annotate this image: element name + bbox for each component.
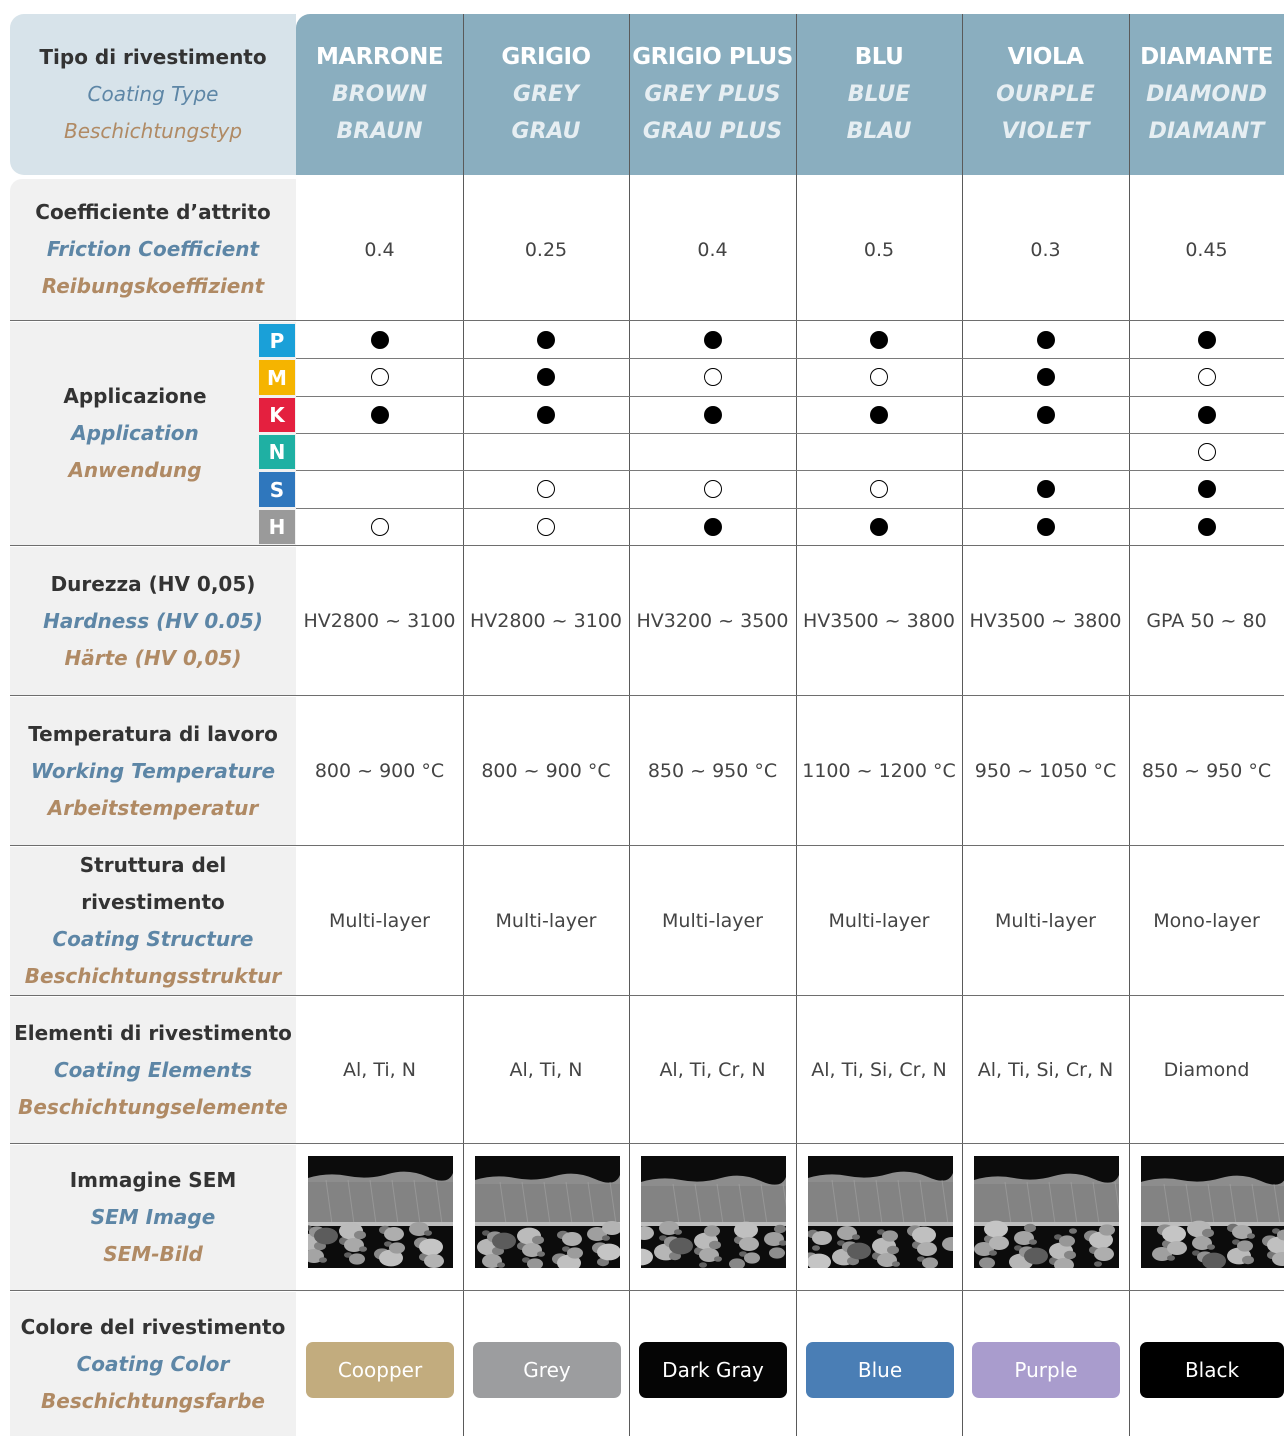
filled-circle-icon	[1037, 518, 1055, 536]
sem-image-label-en: SEM Image	[90, 1205, 216, 1229]
column-name-en: GREY PLUS	[644, 82, 781, 107]
filled-circle-icon	[537, 331, 555, 349]
application-cell	[962, 396, 1129, 433]
filled-circle-icon	[1037, 368, 1055, 386]
coating-structure-label-en: Coating Structure	[52, 927, 254, 951]
application-cell	[1129, 396, 1284, 433]
friction-coefficient-label-de: Reibungskoeffizient	[41, 274, 265, 298]
application-label	[10, 322, 296, 545]
working-temperature-label-it: Temperatura di lavoro	[28, 721, 278, 746]
application-cell	[796, 322, 962, 358]
sem-image	[475, 1156, 620, 1268]
hardness-value: HV3500 ~ 3800	[969, 610, 1122, 632]
empty-circle-icon	[371, 368, 389, 386]
application-subrow-divider	[296, 508, 1284, 509]
empty-circle-icon	[870, 368, 888, 386]
application-cell	[796, 396, 962, 433]
coating-color-swatch: Black	[1140, 1342, 1284, 1398]
sem-image-label-de: SEM-Bild	[103, 1242, 203, 1266]
column-header	[1129, 14, 1284, 175]
empty-circle-icon	[704, 368, 722, 386]
application-cell	[463, 508, 629, 545]
hardness-value: HV2800 ~ 3100	[470, 610, 622, 632]
application-cell	[1129, 433, 1284, 470]
sem-micrograph-graphic	[1141, 1156, 1284, 1268]
row-divider	[10, 845, 1284, 846]
temperature-value: 850 ~ 950 °C	[647, 760, 778, 782]
column-divider	[1129, 14, 1130, 1436]
filled-circle-icon	[1198, 518, 1216, 536]
application-label-it: Applicazione	[63, 384, 207, 408]
coating-color-label-en: Coating Color	[76, 1351, 230, 1376]
row-divider	[10, 320, 1284, 321]
coating-color-label-de: Beschichtungsfarbe	[41, 1388, 265, 1413]
application-cell	[463, 358, 629, 396]
structure-value: Multi-layer	[662, 910, 763, 932]
hardness-value: HV3200 ~ 3500	[636, 610, 789, 632]
application-cell	[296, 358, 463, 396]
coating-type-label-it: Tipo di rivestimento	[39, 45, 267, 69]
filled-circle-icon	[704, 331, 722, 349]
elements-value: Al, Ti, N	[343, 1059, 416, 1081]
column-name-de: DIAMANT	[1148, 119, 1265, 144]
filled-circle-icon	[371, 406, 389, 424]
empty-circle-icon	[1198, 443, 1216, 461]
hardness-label-it: Durezza (HV 0,05)	[50, 571, 256, 596]
application-cell	[629, 322, 796, 358]
application-subrow-divider	[296, 358, 1284, 359]
coating-structure-label-it: Struttura del rivestimento	[79, 853, 227, 914]
application-cell	[463, 396, 629, 433]
elements-value: Al, Ti, Cr, N	[659, 1059, 766, 1081]
coating-elements-label	[10, 997, 296, 1143]
hardness-label-en: Hardness (HV 0.05)	[43, 608, 263, 633]
empty-circle-icon	[537, 480, 555, 498]
column-name-it: VIOLA	[1007, 44, 1084, 70]
temperature-value: 1100 ~ 1200 °C	[802, 760, 956, 782]
elements-value: Al, Ti, Si, Cr, N	[977, 1059, 1114, 1081]
column-name-de: VIOLET	[1001, 119, 1090, 144]
application-cell	[796, 358, 962, 396]
application-label-en: Application	[71, 421, 199, 445]
structure-value: Multi-layer	[329, 910, 430, 932]
friction-value: 0.25	[524, 238, 568, 261]
row-divider	[10, 1290, 1284, 1291]
column-divider	[463, 14, 464, 1436]
material-badge-k: K	[259, 398, 295, 432]
filled-circle-icon	[371, 331, 389, 349]
application-cell	[629, 470, 796, 508]
elements-value: Diamond	[1163, 1059, 1250, 1081]
material-badge-s: S	[259, 472, 295, 507]
coating-color-swatch: Coopper	[306, 1342, 454, 1398]
filled-circle-icon	[1198, 406, 1216, 424]
empty-circle-icon	[537, 518, 555, 536]
column-name-en: BLUE	[847, 82, 911, 107]
column-header	[463, 14, 629, 175]
header-corner-label	[10, 14, 296, 175]
working-temperature-label	[10, 697, 296, 845]
structure-value: Mono-layer	[1153, 910, 1260, 932]
temperature-value: 950 ~ 1050 °C	[974, 760, 1117, 782]
column-name-it: BLU	[854, 44, 904, 70]
filled-circle-icon	[537, 406, 555, 424]
structure-value: Multi-layer	[828, 910, 930, 932]
row-divider	[10, 995, 1284, 996]
working-temperature-label-en: Working Temperature	[30, 758, 276, 783]
application-cell	[1129, 358, 1284, 396]
coating-structure-label	[10, 847, 296, 995]
row-divider	[10, 545, 1284, 546]
sem-micrograph-graphic	[475, 1156, 620, 1268]
column-name-it: GRIGIO	[501, 44, 591, 70]
friction-value: 0.45	[1185, 238, 1228, 261]
column-name-en: GREY	[513, 82, 579, 107]
friction-value: 0.3	[1030, 238, 1061, 261]
empty-circle-icon	[704, 480, 722, 498]
material-badge-m: M	[259, 360, 295, 395]
column-name-de: BRAUN	[336, 119, 423, 144]
column-header	[296, 14, 463, 175]
column-divider	[796, 14, 797, 1436]
column-header	[962, 14, 1129, 175]
coating-type-label-de: Beschichtungstyp	[63, 119, 243, 143]
coating-color-swatch: Grey	[473, 1342, 621, 1398]
material-badge-h: H	[259, 510, 295, 544]
filled-circle-icon	[1037, 480, 1055, 498]
material-badge-n: N	[259, 435, 295, 469]
sem-image	[808, 1156, 953, 1268]
application-cell	[962, 358, 1129, 396]
sem-micrograph-graphic	[641, 1156, 786, 1268]
application-cell	[296, 508, 463, 545]
coating-color-label	[10, 1292, 296, 1436]
application-cell	[1129, 508, 1284, 545]
filled-circle-icon	[1198, 331, 1216, 349]
elements-value: Al, Ti, N	[509, 1059, 583, 1081]
coating-color-label-it: Colore del rivestimento	[20, 1314, 286, 1339]
sem-micrograph-graphic	[808, 1156, 953, 1268]
column-divider	[962, 14, 963, 1436]
application-subrow-divider	[296, 433, 1284, 434]
friction-value: 0.4	[697, 238, 728, 261]
coating-type-label-en: Coating Type	[87, 82, 219, 106]
structure-value: Multi-layer	[995, 910, 1096, 932]
coating-elements-label-it: Elementi di rivestimento	[14, 1020, 292, 1045]
coating-color-swatch: Blue	[806, 1342, 954, 1398]
coating-color-swatch: Purple	[972, 1342, 1120, 1398]
application-cell	[962, 322, 1129, 358]
application-cell	[629, 508, 796, 545]
filled-circle-icon	[1037, 331, 1055, 349]
filled-circle-icon	[1198, 480, 1216, 498]
hardness-value: HV3500 ~ 3800	[803, 610, 955, 632]
application-label-de: Anwendung	[68, 458, 202, 482]
row-divider	[10, 695, 1284, 696]
application-cell	[629, 358, 796, 396]
application-cell	[296, 396, 463, 433]
application-cell	[962, 508, 1129, 545]
empty-circle-icon	[371, 518, 389, 536]
sem-image	[308, 1156, 453, 1268]
column-name-it: MARRONE	[315, 44, 444, 70]
hardness-label	[10, 547, 296, 695]
coating-structure-label-de: Beschichtungsstruktur	[24, 964, 282, 988]
column-header	[629, 14, 796, 175]
coating-color-swatch: Dark Gray	[639, 1342, 787, 1398]
friction-coefficient-label-en: Friction Coefficient	[46, 237, 260, 261]
friction-coefficient-label	[10, 179, 296, 320]
working-temperature-label-de: Arbeitstemperatur	[47, 795, 259, 820]
sem-micrograph-graphic	[974, 1156, 1119, 1268]
friction-value: 0.4	[364, 238, 395, 261]
temperature-value: 800 ~ 900 °C	[481, 760, 611, 782]
sem-image	[641, 1156, 786, 1268]
application-cell	[796, 508, 962, 545]
application-cell	[1129, 470, 1284, 508]
filled-circle-icon	[704, 518, 722, 536]
sem-image-label	[10, 1145, 296, 1290]
column-name-de: BLAU	[846, 119, 912, 144]
empty-circle-icon	[1198, 368, 1216, 386]
column-divider	[629, 14, 630, 1436]
friction-coefficient-label-it: Coefficiente d’attrito	[35, 200, 271, 224]
application-cell	[463, 322, 629, 358]
structure-value: Multi-layer	[495, 910, 597, 932]
filled-circle-icon	[537, 368, 555, 386]
temperature-value: 800 ~ 900 °C	[314, 760, 445, 782]
friction-value: 0.5	[863, 238, 895, 261]
row-divider	[10, 1143, 1284, 1144]
filled-circle-icon	[870, 331, 888, 349]
column-name-en: BROWN	[331, 82, 428, 107]
sem-micrograph-graphic	[308, 1156, 453, 1268]
column-header	[796, 14, 962, 175]
hardness-label-de: Härte (HV 0,05)	[64, 645, 242, 670]
hardness-value: HV2800 ~ 3100	[303, 610, 456, 632]
filled-circle-icon	[704, 406, 722, 424]
temperature-value: 850 ~ 950 °C	[1141, 760, 1272, 782]
filled-circle-icon	[870, 518, 888, 536]
application-cell	[296, 322, 463, 358]
column-name-it: DIAMANTE	[1140, 44, 1273, 70]
sem-image	[974, 1156, 1119, 1268]
application-cell	[962, 470, 1129, 508]
sem-image	[1141, 1156, 1284, 1268]
empty-circle-icon	[870, 480, 888, 498]
application-cell	[629, 396, 796, 433]
filled-circle-icon	[870, 406, 888, 424]
filled-circle-icon	[1037, 406, 1055, 424]
sem-image-label-it: Immagine SEM	[69, 1168, 237, 1192]
column-name-de: GRAU	[511, 119, 581, 144]
column-name-en: OURPLE	[996, 82, 1095, 107]
coating-elements-label-en: Coating Elements	[53, 1057, 253, 1082]
column-name-de: GRAU PLUS	[642, 119, 783, 144]
column-name-en: DIAMOND	[1146, 82, 1267, 107]
hardness-value: GPA 50 ~ 80	[1146, 610, 1267, 632]
application-subrow-divider	[296, 470, 1284, 471]
coating-elements-label-de: Beschichtungselemente	[18, 1094, 288, 1119]
column-name-it: GRIGIO PLUS	[632, 44, 793, 70]
elements-value: Al, Ti, Si, Cr, N	[811, 1059, 947, 1081]
application-cell	[1129, 322, 1284, 358]
application-subrow-divider	[296, 396, 1284, 397]
application-cell	[796, 470, 962, 508]
application-cell	[463, 470, 629, 508]
material-badge-p: P	[259, 324, 295, 357]
